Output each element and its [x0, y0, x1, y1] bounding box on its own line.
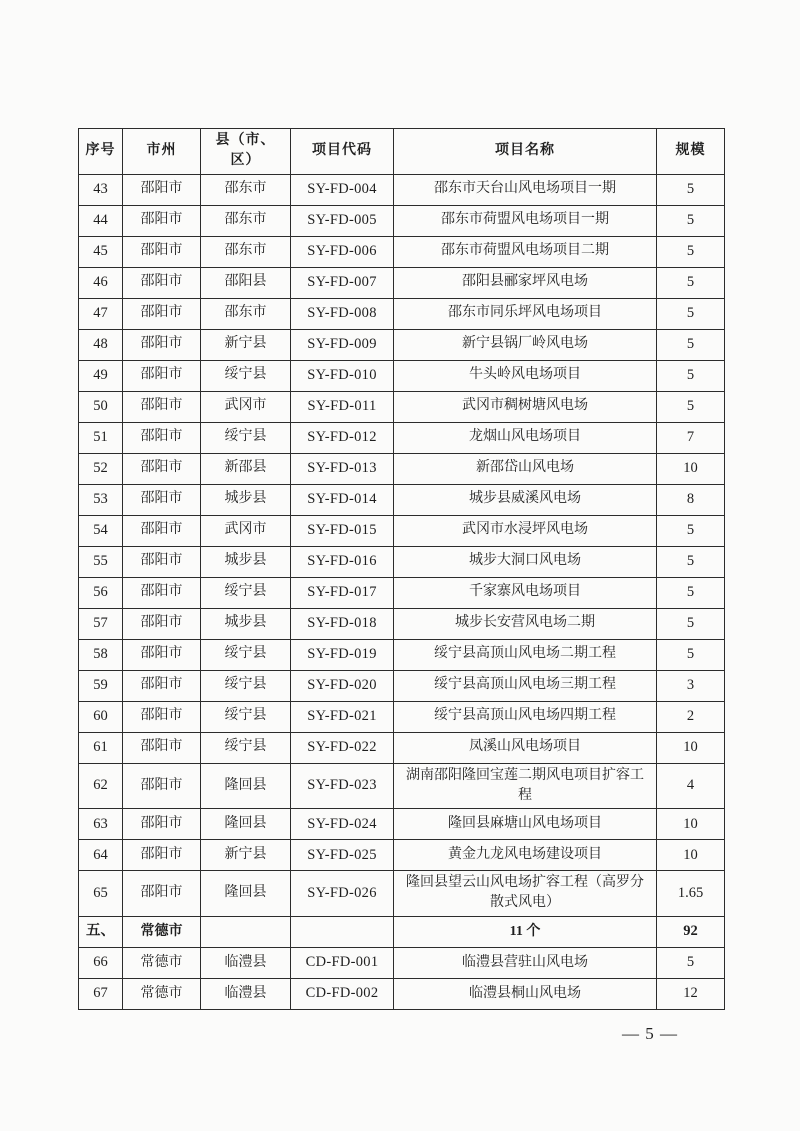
- cell-scale: 5: [657, 298, 725, 329]
- table-row: [79, 639, 725, 670]
- cell-city: 邵阳市: [123, 608, 201, 639]
- table-row: [79, 978, 725, 1009]
- cell-name: 牛头岭风电场项目: [394, 360, 657, 391]
- cell-scale: 5: [657, 947, 725, 978]
- column-header-5: 规模: [657, 129, 725, 175]
- cell-name: 绥宁县高顶山风电场三期工程: [394, 670, 657, 701]
- cell-no: 60: [79, 701, 123, 732]
- cell-county: 隆回县: [201, 809, 291, 840]
- cell-scale: 5: [657, 360, 725, 391]
- cell-no: 64: [79, 840, 123, 871]
- cell-code: SY-FD-020: [291, 670, 394, 701]
- column-header-0: 序号: [79, 129, 123, 175]
- cell-scale: 5: [657, 515, 725, 546]
- cell-code: SY-FD-014: [291, 484, 394, 515]
- cell-name: 武冈市水浸坪风电场: [394, 515, 657, 546]
- cell-no: 45: [79, 236, 123, 267]
- cell-scale: 5: [657, 546, 725, 577]
- cell-county: 邵东市: [201, 236, 291, 267]
- cell-scale: 10: [657, 840, 725, 871]
- cell-county: 隆回县: [201, 871, 291, 917]
- cell-city: 邵阳市: [123, 484, 201, 515]
- cell-no: 65: [79, 871, 123, 917]
- cell-name: 城步县威溪风电场: [394, 484, 657, 515]
- cell-scale: 92: [657, 916, 725, 947]
- cell-name: 武冈市稠树塘风电场: [394, 391, 657, 422]
- cell-no: 43: [79, 174, 123, 205]
- cell-city: 邵阳市: [123, 515, 201, 546]
- cell-no: 57: [79, 608, 123, 639]
- cell-code: SY-FD-005: [291, 205, 394, 236]
- cell-city: 邵阳市: [123, 453, 201, 484]
- cell-scale: 7: [657, 422, 725, 453]
- cell-county: 城步县: [201, 546, 291, 577]
- table-header-row: [79, 129, 725, 175]
- cell-city: 邵阳市: [123, 329, 201, 360]
- cell-county: 绥宁县: [201, 577, 291, 608]
- cell-city: 邵阳市: [123, 639, 201, 670]
- cell-code: SY-FD-019: [291, 639, 394, 670]
- cell-code: SY-FD-025: [291, 840, 394, 871]
- cell-code: SY-FD-017: [291, 577, 394, 608]
- table-row: [79, 809, 725, 840]
- cell-name: 邵东市荷盟风电场项目一期: [394, 205, 657, 236]
- cell-code: CD-FD-001: [291, 947, 394, 978]
- cell-city: 邵阳市: [123, 701, 201, 732]
- cell-city: 邵阳市: [123, 670, 201, 701]
- cell-scale: 5: [657, 639, 725, 670]
- cell-scale: 1.65: [657, 871, 725, 917]
- cell-city: 邵阳市: [123, 174, 201, 205]
- table-row: [79, 701, 725, 732]
- cell-city: 邵阳市: [123, 267, 201, 298]
- cell-no: 54: [79, 515, 123, 546]
- cell-name: 城步大洞口风电场: [394, 546, 657, 577]
- cell-name: 11 个: [394, 916, 657, 947]
- table-row: [79, 515, 725, 546]
- cell-code: SY-FD-015: [291, 515, 394, 546]
- cell-no: 五、: [79, 916, 123, 947]
- cell-no: 67: [79, 978, 123, 1009]
- table-header: [79, 129, 725, 175]
- cell-no: 53: [79, 484, 123, 515]
- cell-scale: 10: [657, 732, 725, 763]
- cell-county: 邵阳县: [201, 267, 291, 298]
- cell-no: 55: [79, 546, 123, 577]
- cell-code: SY-FD-012: [291, 422, 394, 453]
- cell-county: 临澧县: [201, 978, 291, 1009]
- cell-scale: 5: [657, 577, 725, 608]
- table-row: [79, 732, 725, 763]
- cell-county: 隆回县: [201, 763, 291, 809]
- table-row: [79, 298, 725, 329]
- column-header-2: 县（市、区）: [201, 129, 291, 175]
- cell-county: 新宁县: [201, 329, 291, 360]
- table-row: [79, 267, 725, 298]
- cell-scale: 5: [657, 608, 725, 639]
- table-row: [79, 670, 725, 701]
- cell-code: [291, 916, 394, 947]
- cell-code: SY-FD-010: [291, 360, 394, 391]
- cell-code: SY-FD-009: [291, 329, 394, 360]
- table-row: [79, 577, 725, 608]
- table-row: [79, 236, 725, 267]
- table-row: [79, 484, 725, 515]
- cell-code: SY-FD-026: [291, 871, 394, 917]
- table-row: [79, 391, 725, 422]
- cell-name: 新宁县锅厂岭风电场: [394, 329, 657, 360]
- cell-county: 临澧县: [201, 947, 291, 978]
- table-row: [79, 360, 725, 391]
- cell-county: 城步县: [201, 484, 291, 515]
- cell-name: 龙烟山风电场项目: [394, 422, 657, 453]
- cell-name: 隆回县望云山风电场扩容工程（高罗分散式风电）: [394, 871, 657, 917]
- cell-name: 城步长安营风电场二期: [394, 608, 657, 639]
- cell-name: 黄金九龙风电场建设项目: [394, 840, 657, 871]
- cell-county: 新宁县: [201, 840, 291, 871]
- cell-no: 44: [79, 205, 123, 236]
- table-row: [79, 174, 725, 205]
- cell-scale: 5: [657, 391, 725, 422]
- cell-name: 邵东市同乐坪风电场项目: [394, 298, 657, 329]
- cell-county: 邵东市: [201, 174, 291, 205]
- cell-county: 绥宁县: [201, 670, 291, 701]
- cell-city: 邵阳市: [123, 360, 201, 391]
- cell-scale: 8: [657, 484, 725, 515]
- cell-no: 51: [79, 422, 123, 453]
- cell-city: 邵阳市: [123, 871, 201, 917]
- cell-county: 城步县: [201, 608, 291, 639]
- cell-code: SY-FD-004: [291, 174, 394, 205]
- cell-county: 绥宁县: [201, 639, 291, 670]
- cell-code: SY-FD-024: [291, 809, 394, 840]
- cell-no: 47: [79, 298, 123, 329]
- table-row: [79, 947, 725, 978]
- cell-name: 邵东市天台山风电场项目一期: [394, 174, 657, 205]
- cell-code: SY-FD-011: [291, 391, 394, 422]
- column-header-1: 市州: [123, 129, 201, 175]
- cell-no: 50: [79, 391, 123, 422]
- cell-city: 邵阳市: [123, 422, 201, 453]
- section-summary-row: [79, 916, 725, 947]
- table-row: [79, 329, 725, 360]
- page-number: — 5 —: [622, 1024, 678, 1043]
- cell-no: 46: [79, 267, 123, 298]
- cell-city: 邵阳市: [123, 298, 201, 329]
- cell-city: 邵阳市: [123, 391, 201, 422]
- cell-scale: 5: [657, 267, 725, 298]
- cell-city: 常德市: [123, 916, 201, 947]
- cell-code: SY-FD-007: [291, 267, 394, 298]
- cell-scale: 5: [657, 329, 725, 360]
- cell-scale: 12: [657, 978, 725, 1009]
- cell-no: 63: [79, 809, 123, 840]
- cell-county: 新邵县: [201, 453, 291, 484]
- cell-code: SY-FD-018: [291, 608, 394, 639]
- cell-no: 49: [79, 360, 123, 391]
- cell-no: 52: [79, 453, 123, 484]
- cell-county: 绥宁县: [201, 701, 291, 732]
- cell-city: 邵阳市: [123, 840, 201, 871]
- column-header-4: 项目名称: [394, 129, 657, 175]
- cell-name: 邵阳县郦家坪风电场: [394, 267, 657, 298]
- cell-scale: 3: [657, 670, 725, 701]
- cell-city: 邵阳市: [123, 763, 201, 809]
- cell-name: 临澧县营驻山风电场: [394, 947, 657, 978]
- table-row: [79, 453, 725, 484]
- cell-no: 59: [79, 670, 123, 701]
- table-body: [79, 174, 725, 1009]
- cell-code: SY-FD-008: [291, 298, 394, 329]
- table-row: [79, 205, 725, 236]
- cell-county: 武冈市: [201, 515, 291, 546]
- cell-scale: 5: [657, 236, 725, 267]
- cell-city: 邵阳市: [123, 809, 201, 840]
- cell-city: 邵阳市: [123, 577, 201, 608]
- cell-county: [201, 916, 291, 947]
- cell-scale: 4: [657, 763, 725, 809]
- cell-scale: 10: [657, 453, 725, 484]
- column-header-3: 项目代码: [291, 129, 394, 175]
- cell-scale: 5: [657, 174, 725, 205]
- cell-no: 56: [79, 577, 123, 608]
- cell-scale: 2: [657, 701, 725, 732]
- cell-county: 邵东市: [201, 298, 291, 329]
- cell-scale: 10: [657, 809, 725, 840]
- cell-no: 61: [79, 732, 123, 763]
- cell-name: 新邵岱山风电场: [394, 453, 657, 484]
- cell-name: 凤溪山风电场项目: [394, 732, 657, 763]
- cell-no: 62: [79, 763, 123, 809]
- cell-county: 绥宁县: [201, 422, 291, 453]
- cell-name: 湖南邵阳隆回宝莲二期风电项目扩容工程: [394, 763, 657, 809]
- cell-name: 邵东市荷盟风电场项目二期: [394, 236, 657, 267]
- cell-city: 邵阳市: [123, 732, 201, 763]
- table-row: [79, 871, 725, 917]
- cell-city: 常德市: [123, 978, 201, 1009]
- cell-code: SY-FD-021: [291, 701, 394, 732]
- cell-no: 48: [79, 329, 123, 360]
- cell-name: 绥宁县高顶山风电场二期工程: [394, 639, 657, 670]
- cell-city: 邵阳市: [123, 236, 201, 267]
- table-row: [79, 840, 725, 871]
- table-row: [79, 608, 725, 639]
- cell-code: SY-FD-006: [291, 236, 394, 267]
- cell-no: 58: [79, 639, 123, 670]
- cell-city: 邵阳市: [123, 546, 201, 577]
- table-row: [79, 546, 725, 577]
- wind-farm-project-table: [78, 128, 725, 1010]
- cell-city: 邵阳市: [123, 205, 201, 236]
- cell-name: 千家寨风电场项目: [394, 577, 657, 608]
- cell-scale: 5: [657, 205, 725, 236]
- cell-code: SY-FD-013: [291, 453, 394, 484]
- cell-code: SY-FD-022: [291, 732, 394, 763]
- cell-code: SY-FD-023: [291, 763, 394, 809]
- cell-county: 邵东市: [201, 205, 291, 236]
- cell-county: 武冈市: [201, 391, 291, 422]
- cell-city: 常德市: [123, 947, 201, 978]
- table-row: [79, 763, 725, 809]
- cell-name: 绥宁县高顶山风电场四期工程: [394, 701, 657, 732]
- cell-no: 66: [79, 947, 123, 978]
- cell-county: 绥宁县: [201, 360, 291, 391]
- table-row: [79, 422, 725, 453]
- cell-code: SY-FD-016: [291, 546, 394, 577]
- cell-name: 隆回县麻塘山风电场项目: [394, 809, 657, 840]
- cell-code: CD-FD-002: [291, 978, 394, 1009]
- cell-name: 临澧县桐山风电场: [394, 978, 657, 1009]
- cell-county: 绥宁县: [201, 732, 291, 763]
